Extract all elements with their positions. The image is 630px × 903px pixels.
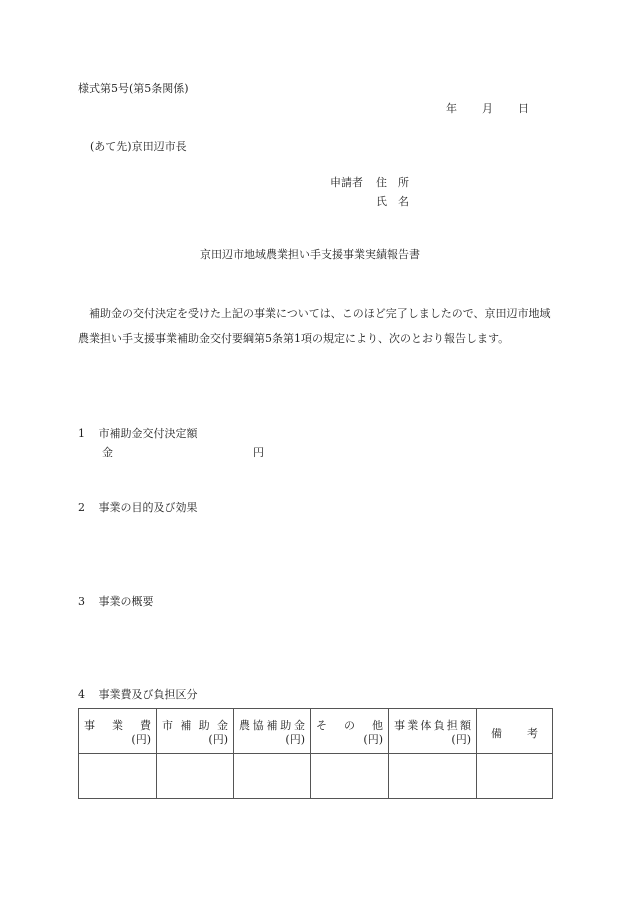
cell-ja-subsidy[interactable] — [234, 754, 311, 799]
header-char: 事 — [84, 719, 95, 732]
header-char: 市 — [162, 719, 173, 732]
section-2 — [78, 499, 198, 515]
name-label: 氏 名 — [376, 195, 409, 208]
header-entity-burden — [389, 709, 477, 754]
section-3 — [78, 593, 154, 609]
header-char: 考 — [527, 727, 538, 740]
header-project-cost — [79, 709, 157, 754]
document-title: 京田辺市地域農業担い手支援事業実績報告書 — [200, 248, 420, 261]
header-char: 負 — [433, 719, 445, 732]
cell-remarks[interactable] — [477, 754, 553, 799]
section-number: 2 — [78, 501, 85, 514]
header-char: 他 — [372, 719, 383, 732]
form-number: 様式第5号(第5条関係) — [78, 82, 189, 95]
address-label: 住 所 — [376, 176, 409, 189]
header-char: 額 — [459, 719, 471, 732]
section-number: 3 — [78, 595, 85, 608]
header-remarks — [477, 709, 553, 754]
header-char: 補 — [180, 719, 192, 732]
section-title: 事業費及び負担区分 — [98, 688, 198, 701]
addressee: (あて先)京田辺市長 — [90, 140, 187, 153]
cell-city-subsidy[interactable] — [157, 754, 234, 799]
amount-line — [102, 444, 264, 460]
header-city-subsidy — [157, 709, 234, 754]
body-paragraph: 補助金の交付決定を受けた上記の事業については、このほど完了しましたので、京田辺市地域農業担い手支援事業補助金交付要綱第5条第1項の規定により、次のとおり報告します。 — [78, 307, 551, 345]
header-other — [311, 709, 389, 754]
section-1 — [78, 425, 198, 441]
section-title: 事業の目的及び効果 — [98, 501, 198, 514]
header-char: 業 — [407, 719, 419, 732]
table-header-row — [79, 709, 553, 754]
header-char: 費 — [140, 719, 151, 732]
header-unit: (円) — [208, 733, 228, 746]
header-char: 金 — [216, 719, 228, 732]
header-unit: (円) — [451, 733, 471, 746]
section-title: 市補助金交付決定額 — [98, 427, 198, 440]
cell-entity-burden[interactable] — [389, 754, 477, 799]
table-row — [79, 754, 553, 799]
date-year-label: 年 — [446, 102, 457, 115]
header-char: 体 — [420, 719, 432, 732]
header-char: 事 — [394, 719, 405, 732]
expense-table — [78, 708, 553, 799]
header-char: 助 — [280, 719, 292, 732]
header-unit: (円) — [285, 733, 305, 746]
header-char: 農 — [239, 719, 250, 732]
cell-other[interactable] — [311, 754, 389, 799]
header-char: の — [344, 719, 355, 732]
section-4 — [78, 686, 198, 702]
amount-suffix: 円 — [253, 446, 264, 459]
header-unit: (円) — [363, 733, 383, 746]
section-number: 1 — [78, 427, 85, 440]
applicant-label: 申請者 — [330, 176, 363, 189]
section-number: 4 — [78, 688, 85, 701]
cell-project-cost[interactable] — [79, 754, 157, 799]
header-char: 担 — [446, 719, 458, 732]
header-char: 補 — [266, 719, 278, 732]
header-char: 備 — [491, 727, 502, 740]
header-char: 金 — [294, 719, 305, 732]
header-char: そ — [316, 719, 327, 732]
date-day-label: 日 — [518, 102, 529, 115]
header-char: 協 — [252, 719, 264, 732]
header-char: 業 — [112, 719, 123, 732]
date-month-label: 月 — [482, 102, 493, 115]
amount-prefix: 金 — [102, 446, 113, 459]
header-unit: (円) — [131, 733, 151, 746]
section-title: 事業の概要 — [98, 595, 154, 608]
header-ja-subsidy — [234, 709, 311, 754]
header-char: 助 — [198, 719, 210, 732]
